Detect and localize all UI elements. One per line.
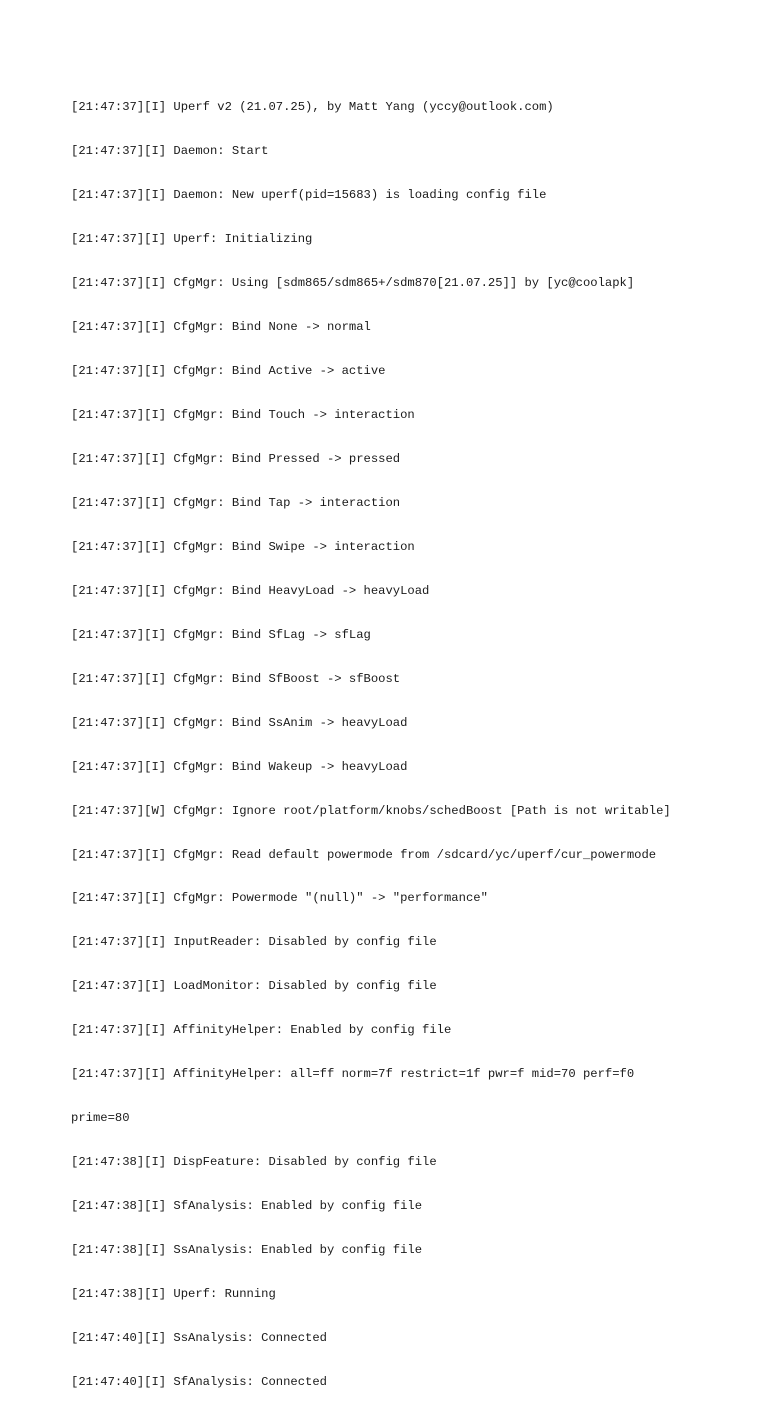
log-line: [21:47:37][I] CfgMgr: Bind Touch -> interaction (71, 407, 415, 422)
log-line: [21:47:37][I] CfgMgr: Bind Swipe -> interaction (71, 539, 415, 554)
log-line: [21:47:37][I] Daemon: Start (71, 144, 269, 159)
log-line: [21:47:37][I] CfgMgr: Bind Tap -> interaction (71, 495, 401, 510)
log-line: [21:47:37][I] LoadMonitor: Disabled by config file (71, 979, 437, 994)
log-output (71, 71, 761, 1404)
log-line: [21:47:37][I] Uperf: Initializing (71, 232, 313, 247)
log-line: [21:47:37][I] AffinityHelper: Enabled by config file (71, 1023, 452, 1038)
log-line: [21:47:38][I] DispFeature: Disabled by config file (71, 1155, 437, 1170)
log-line: [21:47:37][W] CfgMgr: Ignore root/platform/knobs/schedBoost [Path is not writable] (71, 803, 671, 818)
log-line: [21:47:40][I] SfAnalysis: Connected (71, 1374, 327, 1389)
log-line: [21:47:37][I] CfgMgr: Read default powermode from /sdcard/yc/uperf/cur_powermode (71, 847, 657, 862)
log-line: [21:47:37][I] CfgMgr: Bind SsAnim -> heavyLoad (71, 715, 408, 730)
log-line: [21:47:37][I] CfgMgr: Bind SfBoost -> sfBoost (71, 671, 401, 686)
log-line: [21:47:37][I] Uperf v2 (21.07.25), by Matt Yang (yccy@outlook.com) (71, 100, 554, 115)
log-line: [21:47:37][I] CfgMgr: Bind HeavyLoad -> heavyLoad (71, 583, 430, 598)
log-line: [21:47:38][I] Uperf: Running (71, 1287, 276, 1302)
log-line: [21:47:37][I] CfgMgr: Powermode "(null)" -> "performance" (71, 891, 488, 906)
log-line: [21:47:37][I] CfgMgr: Bind Wakeup -> heavyLoad (71, 759, 408, 774)
log-line: [21:47:37][I] CfgMgr: Bind SfLag -> sfLag (71, 627, 371, 642)
log-line: [21:47:37][I] CfgMgr: Bind Pressed -> pressed (71, 451, 401, 466)
log-line: [21:47:37][I] Daemon: New uperf(pid=15683) is loading config file (71, 188, 547, 203)
log-line: [21:47:40][I] SsAnalysis: Connected (71, 1331, 327, 1345)
log-line: [21:47:37][I] CfgMgr: Bind Active -> active (71, 364, 386, 379)
log-line: [21:47:38][I] SsAnalysis: Enabled by config file (71, 1243, 423, 1258)
log-line: [21:47:38][I] SfAnalysis: Enabled by config file (71, 1199, 423, 1214)
log-line-continuation: prime=80 (71, 1111, 130, 1126)
log-line: [21:47:37][I] AffinityHelper: all=ff norm=7f restrict=1f pwr=f mid=70 perf=f0 (71, 1067, 635, 1082)
log-line: [21:47:37][I] CfgMgr: Using [sdm865/sdm865+/sdm870[21.07.25]] by [yc@coolapk] (71, 276, 635, 291)
log-line: [21:47:37][I] InputReader: Disabled by config file (71, 935, 437, 950)
log-line: [21:47:37][I] CfgMgr: Bind None -> normal (71, 320, 371, 335)
